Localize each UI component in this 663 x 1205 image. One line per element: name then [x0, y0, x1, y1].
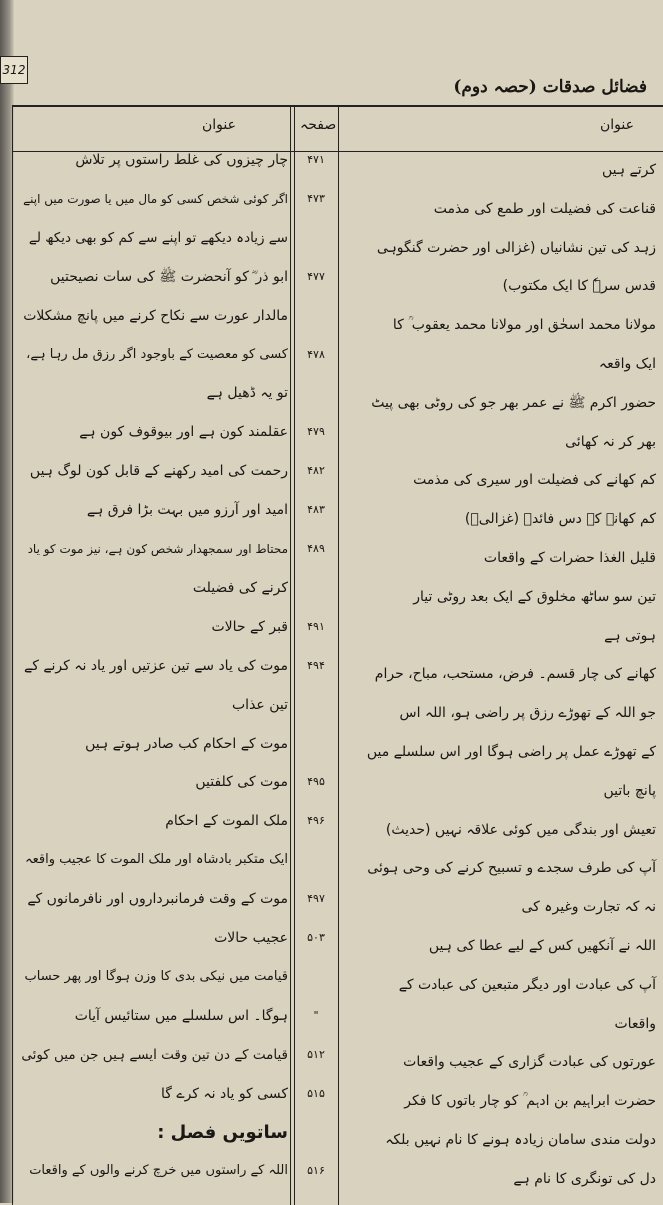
entry-page-number: ۵۰۳ [307, 931, 325, 944]
left-entry-text: امید اور آرزو میں بہت بڑا فرق ہے [86, 502, 288, 519]
right-entry-text: تین سو ساٹھ مخلوق کے ایک بعد روٹی تیار [413, 588, 656, 605]
left-entry [12, 692, 338, 718]
right-entry [346, 817, 656, 843]
left-entry [12, 1042, 338, 1068]
left-entry [12, 653, 338, 679]
entry-page-number: ۴۹۱ [307, 619, 325, 633]
entry-page-number: ۴۹۷ [307, 892, 325, 906]
left-column-heading: عنوان [202, 117, 236, 133]
right-column-heading: عنوان [600, 117, 634, 133]
right-entry-text: قلیل الغذا حضرات کے واقعات [483, 550, 656, 566]
entry-page-number: ۴۷۸ [307, 347, 325, 361]
entry-page-number: ۴۷۱ [307, 153, 325, 166]
right-entry-text: حضور اکرم ﷺ نے عمر بھر جو کی روٹی بھی پیٹ [371, 394, 656, 411]
left-entry-text: قیامت میں نیکی بدی کا وزن ہوگا اور پھر حساب [24, 968, 288, 984]
right-entry-text: آپ کی طرف سجدے و تسبیح کرنے کی وحی ہوئی [367, 860, 656, 877]
right-entry [346, 972, 656, 998]
entry-page-number: ۵۱۵ [307, 1086, 325, 1100]
left-entry-text: ایک متکبر بادشاہ اور ملک الموت کا عجیب واقعہ [24, 852, 288, 868]
right-entry [346, 273, 656, 299]
left-entry [12, 225, 338, 251]
left-entry-text: قیامت کے دن تین وقت ایسے ہیں جن میں کوئی [21, 1046, 288, 1063]
left-entry [12, 1120, 338, 1146]
contents-table [12, 105, 663, 1205]
left-entry [12, 497, 338, 523]
left-entry [12, 147, 338, 173]
left-entry [12, 186, 338, 212]
left-entry [12, 731, 338, 757]
right-entry [346, 1011, 656, 1037]
right-entry [346, 661, 656, 687]
right-entry [346, 1049, 656, 1075]
left-entry-text: رحمت کی امید رکھنے کے قابل کون لوگ ہیں [29, 463, 288, 480]
left-entry-text: عقلمند کون ہے اور بیوقوف کون ہے [79, 424, 288, 441]
left-entry [12, 925, 338, 951]
left-entry-text: تو یہ ڈھیل ہے [206, 385, 288, 402]
left-entry [12, 614, 338, 640]
left-entry [12, 886, 338, 912]
left-entry-text: محتاط اور سمجھدار شخص کون ہے، نیز موت کو یاد [27, 542, 288, 556]
right-entry-text: پانچ باتیں [603, 782, 656, 799]
left-entry-text: مالدار عورت سے نکاح کرنے میں پانچ مشکلات [23, 307, 288, 324]
left-entry [12, 964, 338, 990]
left-entry [12, 458, 338, 484]
right-entry-text: نہ کہ تجارت وغیرہ کی [521, 899, 656, 916]
left-entry [12, 847, 338, 873]
left-entry-text: عجیب حالات [214, 930, 288, 946]
right-entry [346, 467, 656, 493]
entry-page-number: ۴۹۶ [307, 814, 325, 828]
right-entry [346, 700, 656, 726]
entry-page-number: ۴۷۹ [307, 425, 325, 439]
right-entry [346, 235, 656, 261]
right-entry [346, 390, 656, 416]
right-entry [346, 1166, 656, 1192]
right-entry-text: دل کی تونگری کا نام ہے [513, 1170, 656, 1187]
right-entry [346, 196, 656, 222]
left-entry [12, 303, 338, 329]
right-entry-text: کے تھوڑے عمل پر راضی ہوگا اور اس سلسلے میں [366, 744, 656, 760]
right-entry-text: جو اللہ کے تھوڑے رزق پر راضی ہو، اللہ اس [399, 705, 656, 722]
left-entry [12, 342, 338, 368]
left-entry [12, 1003, 338, 1029]
right-entry [346, 506, 656, 532]
right-entry-text: آپ کی عبادت اور دیگر متبعین کی عبادت کے [398, 976, 656, 993]
left-entry [12, 536, 338, 562]
left-entry-text: سے زیادہ دیکھے تو اپنے سے کم کو بھی دیکھ لے [28, 229, 288, 246]
right-entry-text: قناعت کی فضیلت اور طمع کی مذمت [433, 200, 656, 217]
page-title: فضائل صدقات (حصہ دوم) [453, 77, 647, 97]
right-entry-text: واقعات [614, 1015, 656, 1032]
right-entry-text: ایک واقعہ [598, 356, 656, 372]
left-entry [12, 575, 338, 601]
left-entry-text: تین عذاب [232, 696, 288, 713]
left-entry-text: کسی کو معصیت کے باوجود اگر رزق مل رہا ہے، [26, 346, 288, 362]
left-entry [12, 1081, 338, 1107]
right-entry [346, 545, 656, 571]
right-entry-text: کھانے کی چار قسم۔ فرض، مستحب، مباح، حرام [374, 666, 656, 683]
right-entry [346, 1127, 656, 1153]
right-entry-text: عورتوں کی عبادت گزاری کے عجیب واقعات [403, 1054, 656, 1071]
entry-page-number: ۴۸۹ [307, 542, 325, 555]
left-entry-text: موت کے احکام کب صادر ہوتے ہیں [85, 735, 288, 752]
right-entry-text: حضرت ابراہیم بن ادہم ؒ کو چار باتوں کا فکر [404, 1093, 656, 1110]
right-entry [346, 623, 656, 649]
right-entry-text: قدس سرہٗ کا ایک مکتوب) [502, 278, 656, 295]
right-entry [346, 778, 656, 804]
left-entry [12, 1158, 338, 1184]
right-entry [346, 351, 656, 377]
right-entry [346, 739, 656, 765]
right-entry-text: کرتے ہیں [601, 162, 656, 178]
left-entry [12, 264, 338, 290]
right-entry [346, 157, 656, 183]
entry-page-number: ۴۷۷ [307, 269, 325, 283]
left-entry-text: اگر کوئی شخص کسی کو مال میں یا صورت میں اپنے [23, 191, 288, 206]
left-entry [12, 419, 338, 445]
entry-page-number: ۴۷۳ [307, 191, 325, 205]
left-entry-text: چار چیزوں کی غلط راستوں پر تلاش [75, 152, 288, 168]
left-entry-text: اللہ کے راستوں میں خرچ کرنے والوں کے واقعات [29, 1163, 288, 1179]
right-entry [346, 933, 656, 959]
left-entry-text: قبر کے حالات [211, 618, 288, 635]
left-entry-text: موت کی یاد سے تین عزتیں اور یاد نہ کرنے کے [24, 657, 288, 674]
entry-page-number: " [313, 1008, 319, 1022]
right-entry [346, 584, 656, 610]
right-entry [346, 1088, 656, 1114]
entry-page-number: ۴۹۴ [307, 658, 325, 672]
left-entry-text: کرنے کی فضیلت [192, 579, 288, 596]
right-entry [346, 429, 656, 455]
right-entry [346, 894, 656, 920]
left-entry-text: ساتویں فصل : [157, 1121, 288, 1143]
entry-page-number: ۴۸۲ [307, 464, 325, 478]
left-entry-text: موت کی کلفتیں [195, 774, 288, 791]
right-entry-text: اللہ نے آنکھیں کس کے لیے عطا کی ہیں [428, 938, 656, 954]
right-entry-text: بھر کر نہ کھائی [565, 433, 656, 450]
left-entry-text: ملک الموت کے احکام [165, 813, 288, 830]
right-entry-text: کم کھانے کے دس فائدے (غزالیؒ) [464, 511, 656, 528]
entry-page-number: ۴۹۵ [307, 775, 325, 789]
left-entry [12, 769, 338, 795]
left-entry [12, 808, 338, 834]
page-number: 312 [0, 56, 28, 84]
left-entry-text: موت کے وقت فرمانبرداروں اور نافرمانوں کے [27, 891, 288, 908]
right-entry-text: مولانا محمد اسحٰق اور مولانا محمد یعقوب ؒ کا [392, 317, 656, 334]
left-entry-text: ہوگا۔ اس سلسلے میں ستائیس آیات [74, 1007, 288, 1024]
right-entry-text: تعیش اور بندگی میں کوئی علاقہ نہیں (حدیث) [385, 821, 656, 838]
right-entry-text: زہد کی تین نشانیاں (غزالی اور حضرت گنگوہی [376, 239, 656, 256]
right-entry-text: کم کھانے کی فضیلت اور سیری کی مذمت [413, 472, 656, 489]
left-entry-text: کسی کو یاد نہ کرے گا [161, 1085, 288, 1102]
right-entry [346, 855, 656, 881]
right-entry [346, 312, 656, 338]
right-entry-text: ہوتی ہے [604, 627, 656, 644]
entry-page-number: ۴۸۳ [307, 503, 325, 517]
entry-page-number: ۵۱۲ [307, 1047, 325, 1061]
page-column-heading: صفحہ [300, 117, 337, 133]
right-entry-text: دولت مندی سامان زیادہ ہونے کا نام نہیں بلکہ [385, 1132, 656, 1148]
left-entry-text: ابو ذر ؓ کو آنحضرت ﷺ کی سات نصیحتیں [50, 268, 288, 285]
entry-page-number: ۵۱۶ [307, 1164, 325, 1178]
left-entry [12, 380, 338, 406]
